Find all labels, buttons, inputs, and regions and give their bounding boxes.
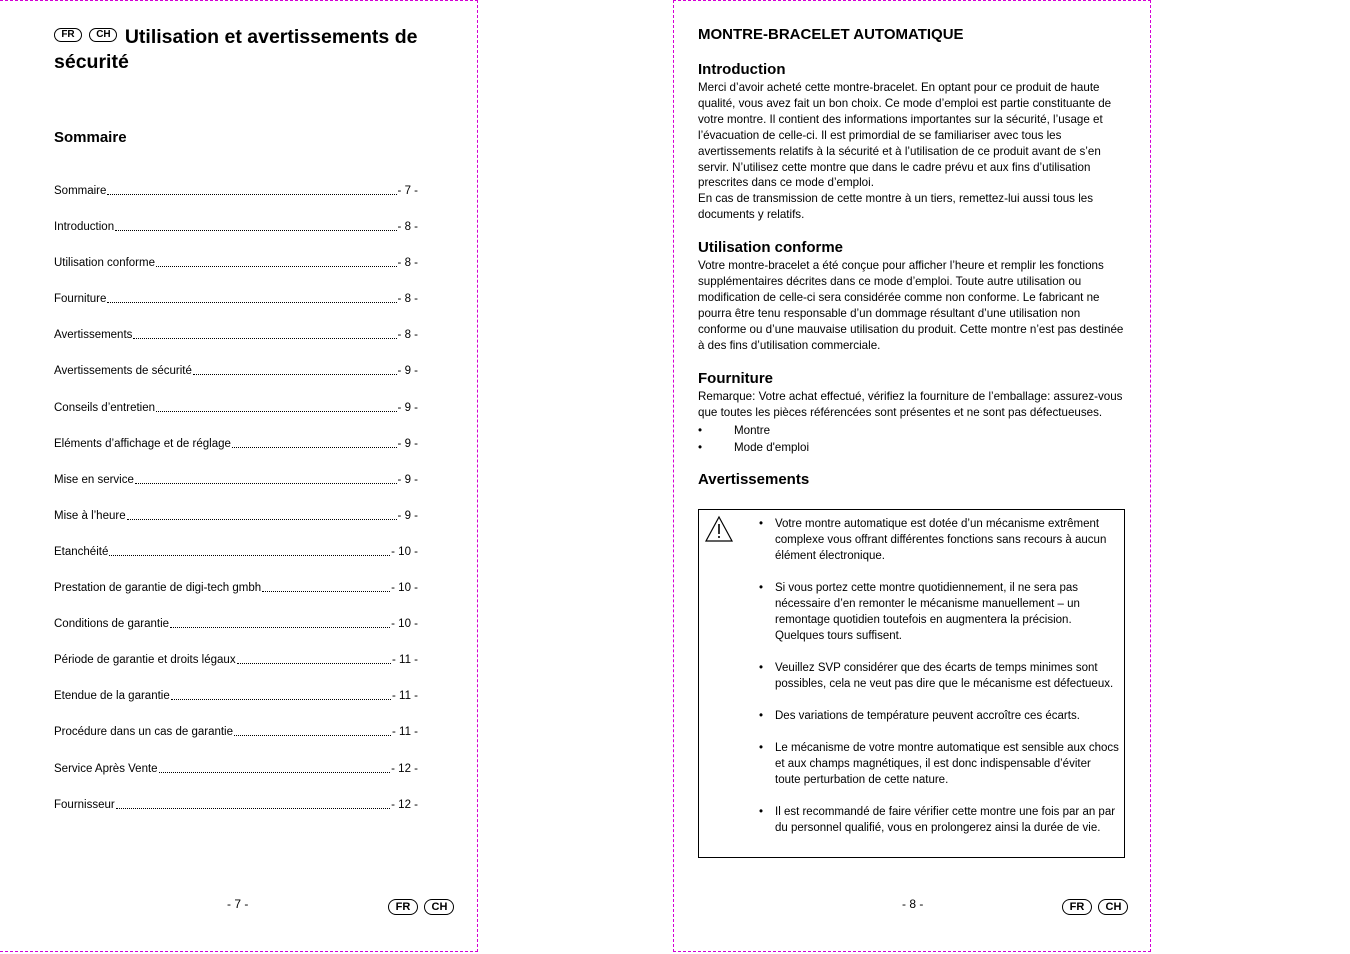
toc-entry-page: - 8 - [397, 329, 418, 342]
toc-entry-title: Service Après Vente [54, 762, 158, 775]
warning-item: • Des variations de température peuvent accroître ces écarts. [759, 708, 1119, 724]
language-badge-fr: FR [54, 28, 82, 42]
list-item: • Mode d'emploi [698, 439, 1130, 456]
toc-leader-dots [133, 327, 396, 339]
warning-item: • Votre montre automatique est dotée d’un mécanisme extrêment complexe vous offrant différentes fonctions sans recours à aucun élément électronique. [759, 516, 1119, 564]
toc-entry[interactable] [54, 580, 418, 616]
toc-entry-page: - 8 - [397, 293, 418, 306]
toc-entry-page: - 9 - [397, 437, 418, 450]
toc-entry-page: - 11 - [392, 690, 418, 703]
left-page [0, 0, 478, 952]
toc-leader-dots [109, 544, 390, 556]
toc-entry-page: - 8 - [397, 257, 418, 270]
warning-item: • Veuillez SVP considérer que des écarts de temps minimes sont possibles, cela ne veut pas dire que le mécanisme est défectueux. [759, 660, 1119, 692]
toc-heading: Sommaire [54, 129, 127, 146]
warning-item: • Si vous portez cette montre quotidiennement, il ne sera pas nécessaire d’en remonter le mécanisme manuellement – un remontage quotidien toutefois en augmentera la précision. Quelques tours suffisent. [759, 580, 1119, 644]
toc-leader-dots [232, 436, 397, 448]
toc-entry-title: Fourniture [54, 293, 107, 306]
toc-leader-dots [156, 400, 397, 412]
toc-entry-page: - 12 - [391, 798, 418, 811]
toc-entry-title: Etanchéité [54, 545, 109, 558]
introduction-paragraph-1: Merci d’avoir acheté cette montre-bracelet. En optant pour ce produit de haute qualité, vous avez fait un bon choix. Ce mode d’emploi est partie constituante de votre montre. Il contient des informations importantes sur la sécurité, l’usage et l’évacuation de celle-ci. Il est primordial de se familiariser avec tous les avertissements relatifs à la sécurité et à l’utilisation de ce produit avant de s’en servir. N’utilisez cette montre que dans le cadre prévu et aux fins d’utilisation prescrites dans ce mode d’emploi. [698, 81, 1112, 190]
toc-entry-title: Procédure dans un cas de garantie [54, 726, 234, 739]
toc-entry[interactable] [54, 797, 418, 833]
toc-entry-page: - 11 - [392, 726, 418, 739]
toc-entry-title: Conditions de garantie [54, 618, 170, 631]
toc-entry-title: Prestation de garantie de digi-tech gmbh [54, 582, 262, 595]
toc-entry[interactable] [54, 255, 418, 291]
toc-entry-page: - 9 - [397, 473, 418, 486]
toc-entry[interactable] [54, 472, 418, 508]
toc-entry-title: Introduction [54, 221, 115, 234]
fourniture-paragraph: Remarque: Votre achat effectué, vérifiez la fourniture de l’emballage: assurez-vous que toutes les pièces référencées sont présentes et ne sont pas défectueuses. [698, 389, 1123, 419]
toc-leader-dots [107, 291, 396, 303]
toc-entry-title: Conseils d’entretien [54, 401, 156, 414]
list-item: • Montre [698, 422, 1130, 439]
toc-entry[interactable] [54, 688, 418, 724]
toc-entry-page: - 9 - [397, 401, 418, 414]
toc-entry-title: Etendue de la garantie [54, 690, 170, 703]
footer-badge-ch: CH [1098, 899, 1128, 915]
toc-leader-dots [135, 472, 397, 484]
toc-entry-title: Avertissements [54, 329, 133, 342]
toc-entry-title: Mise à l’heure [54, 509, 126, 522]
toc-entry[interactable] [54, 652, 418, 688]
toc-leader-dots [116, 797, 390, 809]
toc-entry-page: - 8 - [397, 221, 418, 234]
warning-item: • Le mécanisme de votre montre automatique est sensible aux chocs et aux champs magnétiques, il est donc indispensable d’éviter toute perturbation de cette nature. [759, 740, 1119, 788]
toc-entry[interactable] [54, 219, 418, 255]
toc-entry[interactable] [54, 508, 418, 544]
toc-leader-dots [107, 183, 396, 195]
toc-leader-dots [170, 616, 390, 628]
warning-item: • Il est recommandé de faire vérifier cette montre une fois par an par du personnel qualifié, vous en prolongerez ainsi la durée de vie. [759, 804, 1119, 836]
toc-entry[interactable] [54, 436, 418, 472]
page-number: - 8 - [902, 897, 924, 911]
toc-entry-title: Utilisation conforme [54, 257, 155, 270]
right-page-content [698, 25, 1130, 490]
right-page [673, 0, 1151, 952]
toc-leader-dots [193, 363, 397, 375]
fourniture-heading: Fourniture [698, 369, 773, 387]
toc-entry-page: - 9 - [397, 509, 418, 522]
toc-leader-dots [159, 761, 391, 773]
utilisation-heading: Utilisation conforme [698, 239, 844, 257]
toc-entry-page: - 11 - [392, 654, 418, 667]
toc-entry-page: - 10 - [391, 582, 418, 595]
toc-leader-dots [237, 652, 391, 664]
toc-entry[interactable] [54, 616, 418, 652]
toc-entry-page: - 9 - [397, 365, 418, 378]
toc-entry-title: Eléments d’affichage et de réglage [54, 437, 231, 450]
toc-entry[interactable] [54, 183, 418, 219]
toc-leader-dots [234, 724, 391, 736]
toc-entry-page: - 7 - [397, 185, 418, 197]
toc-entry-title: Période de garantie et droits légaux [54, 654, 236, 667]
page-title-text: Utilisation et avertissements de sécurité [54, 26, 418, 73]
toc-entry-page: - 10 - [391, 545, 418, 558]
document-title: MONTRE-BRACELET AUTOMATIQUE [698, 26, 964, 43]
toc-leader-dots [262, 580, 390, 592]
footer-badge-fr: FR [388, 899, 418, 915]
avertissements-heading: Avertissements [698, 471, 810, 489]
toc-leader-dots [156, 255, 397, 267]
fourniture-list [698, 422, 1130, 456]
footer-language-badges [1060, 898, 1128, 916]
toc-leader-dots [127, 508, 397, 520]
toc-entry-page: - 10 - [391, 618, 418, 631]
warnings-box [698, 509, 1125, 858]
warnings-list [759, 516, 1119, 852]
toc-entry[interactable] [54, 363, 418, 399]
toc-entry-title: Fournisseur [54, 798, 115, 811]
toc-entry[interactable] [54, 724, 418, 760]
introduction-heading: Introduction [698, 61, 786, 78]
toc-entry[interactable] [54, 291, 418, 327]
toc-leader-dots [115, 219, 396, 231]
toc-entry[interactable] [54, 761, 418, 797]
toc-entry[interactable] [54, 400, 418, 436]
warning-triangle-icon [704, 515, 734, 543]
toc-entry-title: Avertissements de sécurité [54, 365, 192, 378]
language-badge-ch: CH [89, 28, 117, 42]
footer-badge-fr: FR [1062, 899, 1092, 915]
toc-entry-title: Sommaire [54, 185, 107, 197]
page-number: - 7 - [227, 897, 249, 911]
footer-badge-ch: CH [424, 899, 454, 915]
table-of-contents [54, 183, 418, 833]
toc-entry-title: Mise en service [54, 473, 134, 486]
toc-entry[interactable] [54, 327, 418, 363]
introduction-paragraph-2: En cas de transmission de cette montre à un tiers, remettez-lui aussi tous les documents y relatifs. [698, 192, 1094, 222]
footer-language-badges [386, 898, 454, 916]
utilisation-paragraph: Votre montre-bracelet a été conçue pour afficher l’heure et remplir les fonctions supplémentaires décrites dans ce mode d’emploi. Toute autre utilisation ou modification de celle-ci sera considérée comme non conforme. Le fabricant ne pourra être tenu responsable d’un dommage résultant d’une utilisation non conforme ou d’une mauvaise utilisation du produit. Cette montre n’est pas destinée à des fins d’utilisation commerciale. [698, 259, 1124, 352]
toc-leader-dots [171, 688, 391, 700]
page-title [54, 25, 434, 75]
toc-entry[interactable] [54, 544, 418, 580]
toc-entry-page: - 12 - [391, 762, 418, 775]
